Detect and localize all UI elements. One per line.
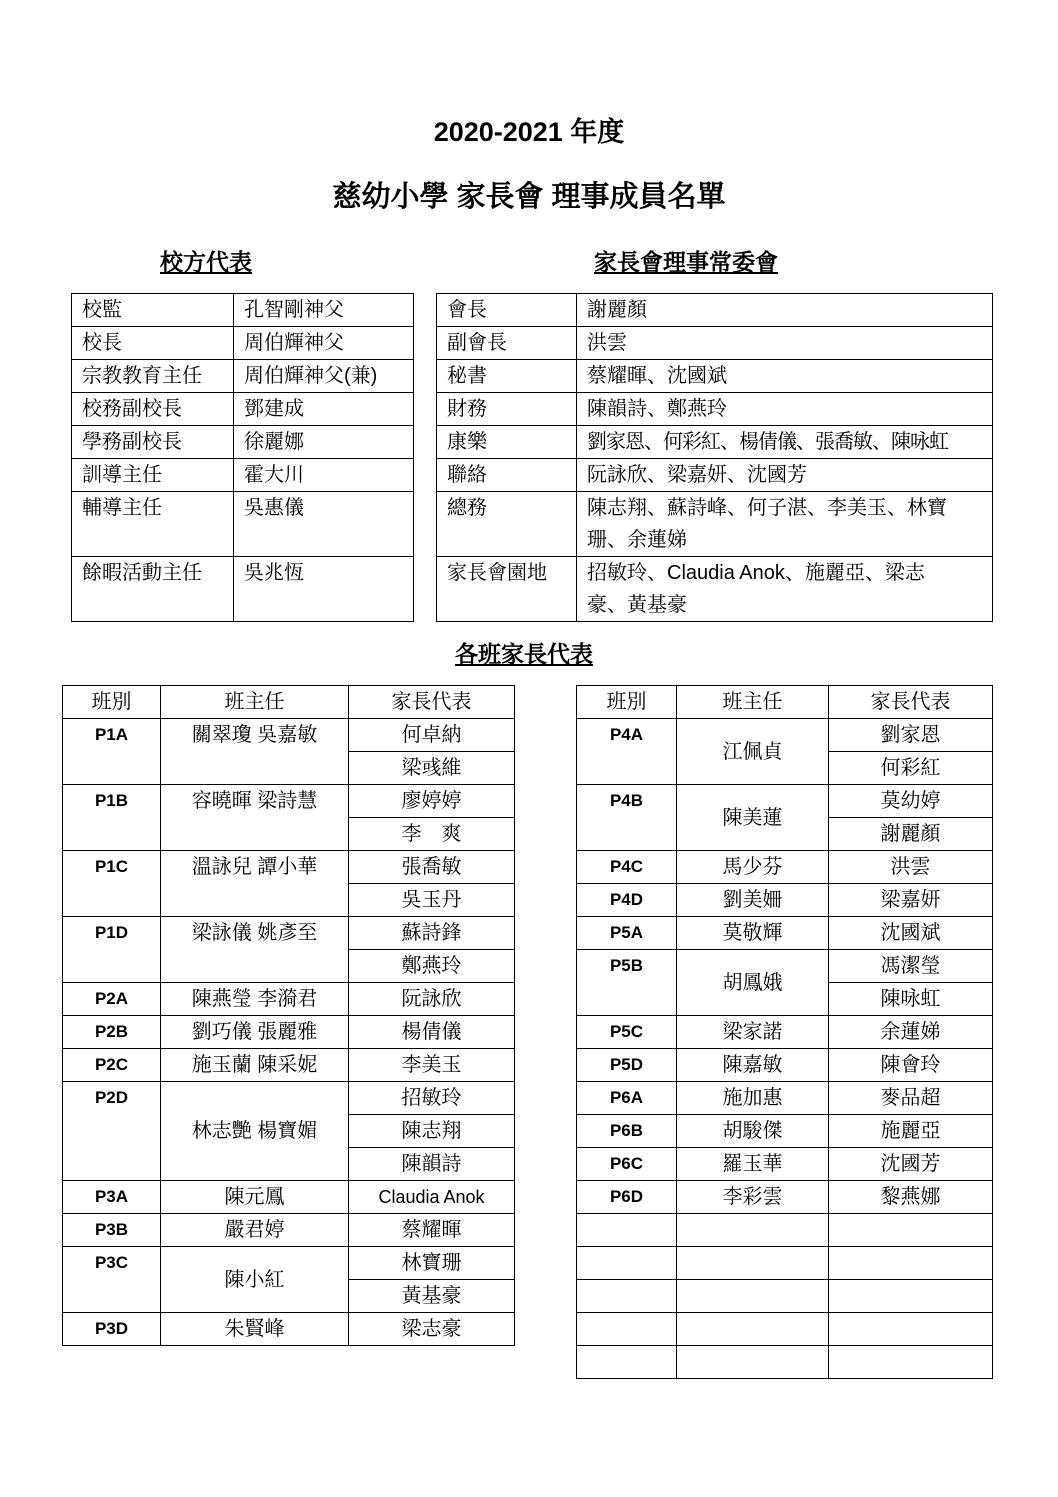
column-header: 家長代表	[829, 686, 993, 719]
class-cell: P5B	[577, 950, 677, 1016]
class-cell: P4D	[577, 884, 677, 917]
teacher-cell: 江佩貞	[677, 719, 829, 785]
class-cell: P6D	[577, 1181, 677, 1214]
main-title: 慈幼小學 家長會 理事成員名單	[332, 181, 726, 213]
table-row	[63, 785, 515, 818]
rep-cell: 蘇詩鋒	[349, 917, 515, 950]
class-cell: P5C	[577, 1016, 677, 1049]
rep-cell: 何卓納	[349, 719, 515, 752]
teacher-cell: 李彩雲	[677, 1181, 829, 1214]
table-row	[577, 1082, 993, 1115]
table-row	[577, 1148, 993, 1181]
role-cell: 康樂	[437, 426, 577, 459]
rep-cell: 陳會玲	[829, 1049, 993, 1082]
role-cell: 財務	[437, 393, 577, 426]
rep-cell: 施麗亞	[829, 1115, 993, 1148]
column-header: 班主任	[161, 686, 349, 719]
names-cell: 謝麗顏	[577, 294, 993, 327]
table-row	[577, 1115, 993, 1148]
class-cell: P3B	[63, 1214, 161, 1247]
table-row	[437, 393, 993, 426]
class-cell: P1B	[63, 785, 161, 851]
role-cell: 餘暇活動主任	[72, 557, 234, 622]
rep-cell: 沈國斌	[829, 917, 993, 950]
table-row	[63, 1214, 515, 1247]
class-cell: P4B	[577, 785, 677, 851]
rep-cell: 謝麗顏	[829, 818, 993, 851]
column-header: 家長代表	[349, 686, 515, 719]
names-cell: 洪雲	[577, 327, 993, 360]
teacher-cell: 梁詠儀 姚彥至	[161, 917, 349, 983]
table-row	[437, 360, 993, 393]
table-row	[72, 426, 414, 459]
column-header: 班主任	[677, 686, 829, 719]
class-cell: P4A	[577, 719, 677, 785]
class-cell: P3D	[63, 1313, 161, 1346]
table-row	[63, 719, 515, 752]
teacher-cell: 劉巧儀 張麗雅	[161, 1016, 349, 1049]
name-cell: 吳兆恆	[234, 557, 414, 622]
table-row	[63, 1082, 515, 1115]
table-row	[63, 851, 515, 884]
rep-cell: 李 爽	[349, 818, 515, 851]
name-cell: 孔智剛神父	[234, 294, 414, 327]
empty-row	[577, 1214, 993, 1247]
teacher-cell: 容曉暉 梁詩慧	[161, 785, 349, 851]
empty-cell	[829, 1280, 993, 1313]
rep-cell: 黃基豪	[349, 1280, 515, 1313]
role-cell: 家長會園地	[437, 557, 577, 622]
table-row	[577, 785, 993, 818]
class-cell: P6A	[577, 1082, 677, 1115]
role-cell: 校監	[72, 294, 234, 327]
empty-cell	[677, 1313, 829, 1346]
name-cell: 鄧建成	[234, 393, 414, 426]
names-cell: 招敏玲、Claudia Anok、施麗亞、梁志豪、黃基豪	[577, 557, 993, 622]
rep-cell: 阮詠欣	[349, 983, 515, 1016]
rep-cell: 蔡耀暉	[349, 1214, 515, 1247]
class-cell: P2A	[63, 983, 161, 1016]
class-cell: P1C	[63, 851, 161, 917]
name-cell: 吳惠儀	[234, 492, 414, 557]
table-row	[437, 459, 993, 492]
teacher-cell: 陳美蓮	[677, 785, 829, 851]
rep-cell: 洪雲	[829, 851, 993, 884]
names-cell: 陳韻詩、鄭燕玲	[577, 393, 993, 426]
teacher-cell: 陳嘉敏	[677, 1049, 829, 1082]
table-row	[577, 851, 993, 884]
class-reps-heading: 各班家長代表	[455, 641, 593, 667]
teacher-cell: 劉美姍	[677, 884, 829, 917]
rep-cell: 廖婷婷	[349, 785, 515, 818]
table-header-row	[577, 686, 993, 719]
table-header-row	[63, 686, 515, 719]
rep-cell: 劉家恩	[829, 719, 993, 752]
table-row	[72, 492, 414, 557]
class-cell: P6C	[577, 1148, 677, 1181]
empty-cell	[829, 1214, 993, 1247]
class-cell: P2B	[63, 1016, 161, 1049]
names-cell: 陳志翔、蘇詩峰、何子湛、李美玉、林寶珊、余蓮娣	[577, 492, 993, 557]
role-cell: 會長	[437, 294, 577, 327]
table-row	[63, 1181, 515, 1214]
class-cell: P5A	[577, 917, 677, 950]
teacher-cell: 施加惠	[677, 1082, 829, 1115]
rep-cell: 楊倩儀	[349, 1016, 515, 1049]
rep-cell: 馮潔瑩	[829, 950, 993, 983]
rep-cell: 黎燕娜	[829, 1181, 993, 1214]
role-cell: 副會長	[437, 327, 577, 360]
empty-row	[577, 1313, 993, 1346]
table-row	[63, 1016, 515, 1049]
table-row	[72, 294, 414, 327]
role-cell: 總務	[437, 492, 577, 557]
rep-cell: Claudia Anok	[349, 1181, 515, 1214]
rep-cell: 麥品超	[829, 1082, 993, 1115]
table-row	[72, 360, 414, 393]
rep-cell: 梁彧維	[349, 752, 515, 785]
rep-cell: 陳韻詩	[349, 1148, 515, 1181]
class-reps-table-right	[576, 685, 993, 1379]
teacher-cell: 莫敬輝	[677, 917, 829, 950]
committee-table	[436, 293, 993, 622]
name-cell: 周伯輝神父(兼)	[234, 360, 414, 393]
table-row	[72, 459, 414, 492]
rep-cell: 張喬敏	[349, 851, 515, 884]
table-row	[437, 327, 993, 360]
role-cell: 宗教教育主任	[72, 360, 234, 393]
name-cell: 徐麗娜	[234, 426, 414, 459]
teacher-cell: 羅玉華	[677, 1148, 829, 1181]
table-row	[63, 1247, 515, 1280]
table-row	[437, 492, 993, 557]
committee-heading: 家長會理事常委會	[594, 249, 778, 275]
role-cell: 秘書	[437, 360, 577, 393]
names-cell: 阮詠欣、梁嘉妍、沈國芳	[577, 459, 993, 492]
class-cell: P1A	[63, 719, 161, 785]
role-cell: 輔導主任	[72, 492, 234, 557]
table-row	[577, 884, 993, 917]
class-cell: P6B	[577, 1115, 677, 1148]
empty-cell	[577, 1247, 677, 1280]
table-row	[72, 393, 414, 426]
empty-cell	[577, 1346, 677, 1379]
empty-cell	[577, 1280, 677, 1313]
empty-cell	[829, 1346, 993, 1379]
rep-cell: 余蓮娣	[829, 1016, 993, 1049]
table-row	[63, 917, 515, 950]
year-title: 2020-2021 年度	[433, 117, 625, 147]
rep-cell: 陳志翔	[349, 1115, 515, 1148]
empty-cell	[829, 1313, 993, 1346]
empty-cell	[577, 1313, 677, 1346]
empty-cell	[677, 1280, 829, 1313]
empty-cell	[577, 1214, 677, 1247]
table-row	[577, 719, 993, 752]
empty-cell	[829, 1247, 993, 1280]
rep-cell: 沈國芳	[829, 1148, 993, 1181]
role-cell: 校長	[72, 327, 234, 360]
role-cell: 訓導主任	[72, 459, 234, 492]
class-reps-table-left	[62, 685, 515, 1346]
empty-cell	[677, 1346, 829, 1379]
teacher-cell: 馬少芬	[677, 851, 829, 884]
column-header: 班別	[63, 686, 161, 719]
table-row	[577, 917, 993, 950]
rep-cell: 鄭燕玲	[349, 950, 515, 983]
table-row	[72, 557, 414, 622]
teacher-cell: 陳元鳳	[161, 1181, 349, 1214]
class-cell: P5D	[577, 1049, 677, 1082]
rep-cell: 吳玉丹	[349, 884, 515, 917]
teacher-cell: 胡鳳娥	[677, 950, 829, 1016]
teacher-cell: 陳燕瑩 李漪君	[161, 983, 349, 1016]
names-cell: 蔡耀暉、沈國斌	[577, 360, 993, 393]
table-row	[577, 1016, 993, 1049]
table-row	[63, 1313, 515, 1346]
class-cell: P2C	[63, 1049, 161, 1082]
rep-cell: 李美玉	[349, 1049, 515, 1082]
empty-cell	[677, 1214, 829, 1247]
empty-cell	[677, 1247, 829, 1280]
table-row	[577, 950, 993, 983]
teacher-cell: 陳小紅	[161, 1247, 349, 1313]
role-cell: 校務副校長	[72, 393, 234, 426]
rep-cell: 梁嘉妍	[829, 884, 993, 917]
empty-row	[577, 1280, 993, 1313]
role-cell: 聯絡	[437, 459, 577, 492]
empty-row	[577, 1247, 993, 1280]
rep-cell: 招敏玲	[349, 1082, 515, 1115]
school-reps-heading: 校方代表	[160, 249, 252, 275]
table-row	[577, 1049, 993, 1082]
table-row	[72, 327, 414, 360]
class-cell: P3C	[63, 1247, 161, 1313]
rep-cell: 林寶珊	[349, 1247, 515, 1280]
teacher-cell: 關翠瓊 吳嘉敏	[161, 719, 349, 785]
teacher-cell: 施玉蘭 陳采妮	[161, 1049, 349, 1082]
rep-cell: 梁志豪	[349, 1313, 515, 1346]
table-row	[63, 983, 515, 1016]
table-row	[437, 294, 993, 327]
class-cell: P2D	[63, 1082, 161, 1181]
teacher-cell: 胡駿傑	[677, 1115, 829, 1148]
rep-cell: 何彩紅	[829, 752, 993, 785]
name-cell: 霍大川	[234, 459, 414, 492]
teacher-cell: 溫詠兒 譚小華	[161, 851, 349, 917]
teacher-cell: 朱賢峰	[161, 1313, 349, 1346]
role-cell: 學務副校長	[72, 426, 234, 459]
table-row	[577, 1181, 993, 1214]
class-cell: P1D	[63, 917, 161, 983]
school-reps-table	[71, 293, 414, 622]
teacher-cell: 嚴君婷	[161, 1214, 349, 1247]
name-cell: 周伯輝神父	[234, 327, 414, 360]
names-cell: 劉家恩、何彩紅、楊倩儀、張喬敏、陳咏虹	[577, 426, 993, 459]
empty-row	[577, 1346, 993, 1379]
class-cell: P3A	[63, 1181, 161, 1214]
table-row	[437, 557, 993, 622]
column-header: 班別	[577, 686, 677, 719]
teacher-cell: 梁家諾	[677, 1016, 829, 1049]
teacher-cell: 林志艷 楊寶媚	[161, 1082, 349, 1181]
class-cell: P4C	[577, 851, 677, 884]
rep-cell: 陳咏虹	[829, 983, 993, 1016]
rep-cell: 莫幼婷	[829, 785, 993, 818]
table-row	[63, 1049, 515, 1082]
table-row	[437, 426, 993, 459]
